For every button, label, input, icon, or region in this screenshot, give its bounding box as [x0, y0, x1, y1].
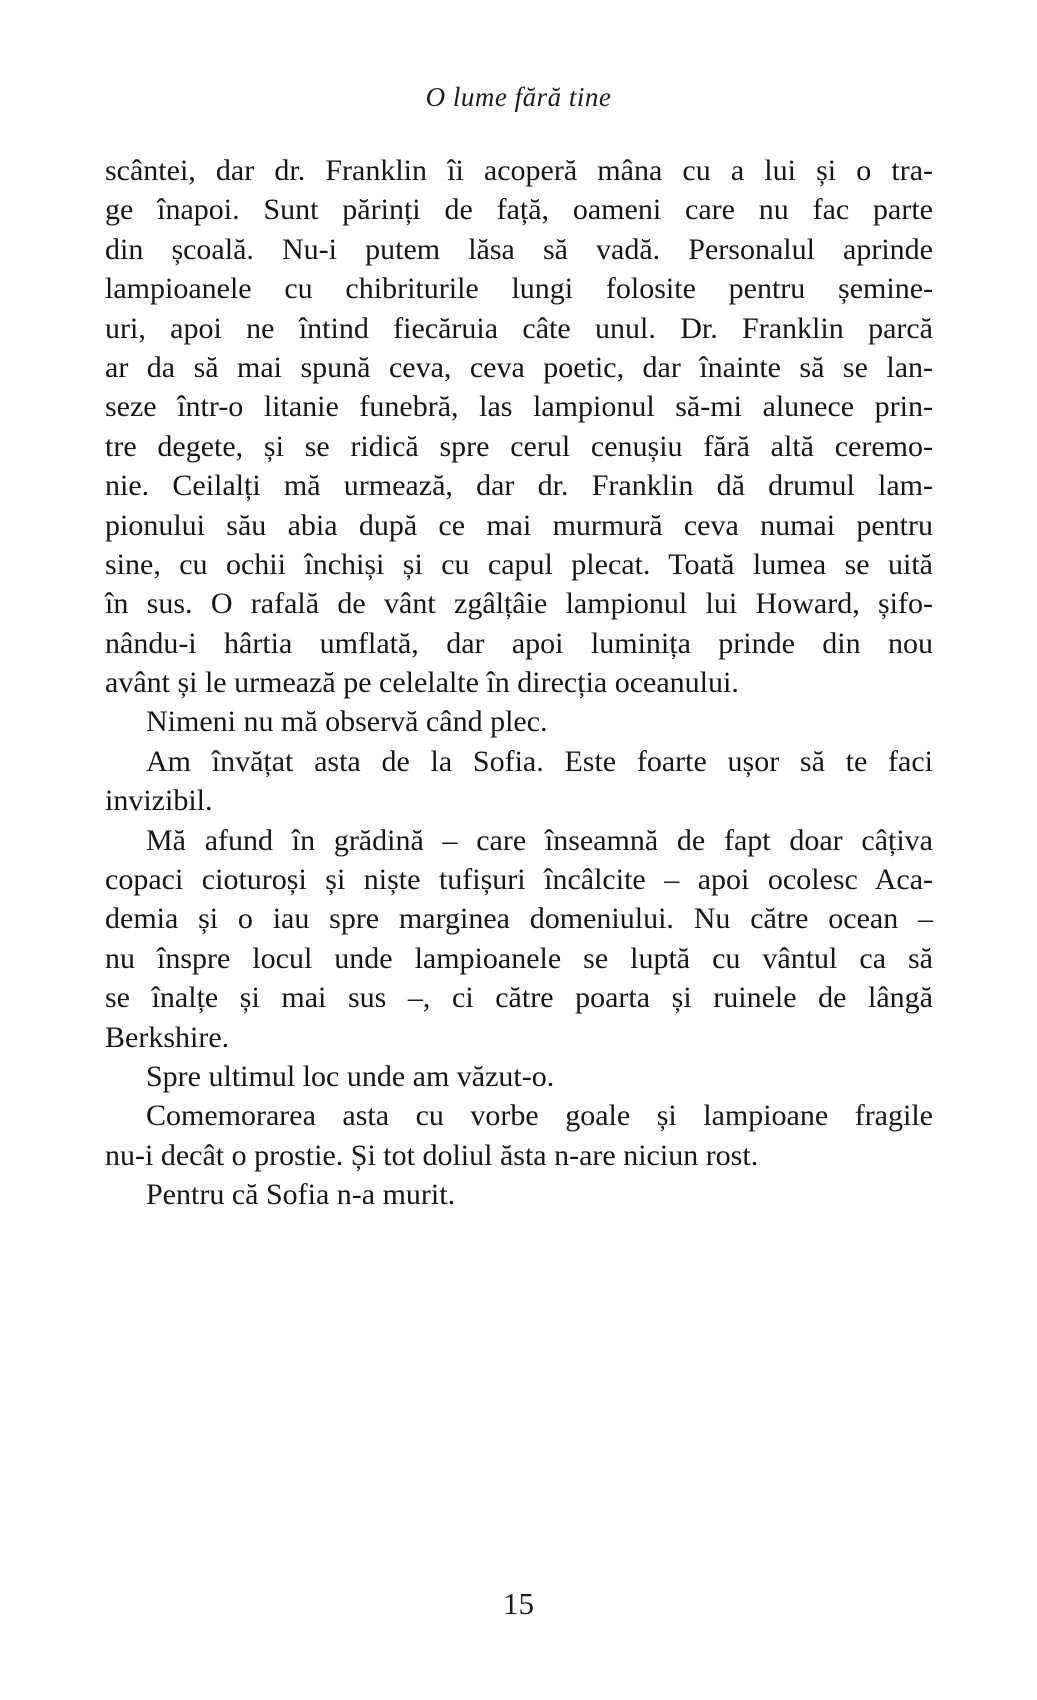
text-line: tre degete, și se ridică spre cerul cenușiu fără altă ceremo- [105, 429, 933, 463]
text-line: din școală. Nu-i putem lăsa să vadă. Personalul aprinde [105, 232, 933, 266]
text-line: Spre ultimul loc unde am văzut-o. [146, 1059, 555, 1093]
text-line: ge înapoi. Sunt părinți de față, oameni care nu fac parte [105, 193, 933, 227]
text-line: nu-i decât o prostie. Și tot doliul ăsta n-are niciun rost. [105, 1138, 759, 1172]
text-line: demia și o iau spre marginea domeniului. Nu către ocean – [105, 902, 933, 936]
text-line: lampioanele cu chibriturile lungi folosite pentru șemine- [105, 272, 933, 306]
body-text [105, 151, 933, 1215]
text-line: Mă afund în grădină – care înseamnă de fapt doar câțiva [146, 823, 933, 857]
text-line: uri, apoi ne întind fiecăruia câte unul. Dr. Franklin parcă [105, 311, 933, 345]
text-line: ar da să mai spună ceva, ceva poetic, dar înainte să se lan- [105, 350, 933, 384]
text-line: invizibil. [105, 784, 213, 818]
text-line: nându-i hârtia umflată, dar apoi luminița prinde din nou [105, 626, 933, 660]
text-line: copaci cioturoși și niște tufișuri încâlcite – apoi ocolesc Aca- [105, 863, 933, 897]
running-header: O lume fără tine [425, 82, 612, 112]
page-number: 15 [503, 1586, 534, 1621]
text-line: Berkshire. [105, 1020, 230, 1054]
text-line: se înalțe și mai sus –, ci către poarta și ruinele de lângă [105, 981, 933, 1015]
text-line: Nimeni nu mă observă când plec. [146, 705, 548, 739]
text-line: scântei, dar dr. Franklin îi acoperă mâna cu a lui și o tra- [105, 154, 933, 187]
text-line: sine, cu ochii închiși și cu capul plecat. Toată lumea se uită [105, 547, 933, 581]
text-line: pionului său abia după ce mai murmură ceva numai pentru [105, 508, 933, 542]
text-line: Am învățat asta de la Sofia. Este foarte ușor să te faci [146, 744, 933, 778]
text-line: nie. Ceilalți mă urmează, dar dr. Franklin dă drumul lam- [105, 469, 933, 503]
text-line: Pentru că Sofia n-a murit. [146, 1178, 456, 1212]
text-line: seze într-o litanie funebră, las lampionul să-mi alunece prin- [105, 390, 933, 424]
text-line: Comemorarea asta cu vorbe goale și lampioane fragile [146, 1099, 933, 1133]
text-line: nu înspre locul unde lampioanele se luptă cu vântul ca să [105, 941, 933, 975]
text-line: avânt și le urmează pe celelalte în direcția oceanului. [105, 666, 739, 700]
text-line: în sus. O rafală de vânt zgâlțâie lampionul lui Howard, șifo- [105, 587, 933, 621]
